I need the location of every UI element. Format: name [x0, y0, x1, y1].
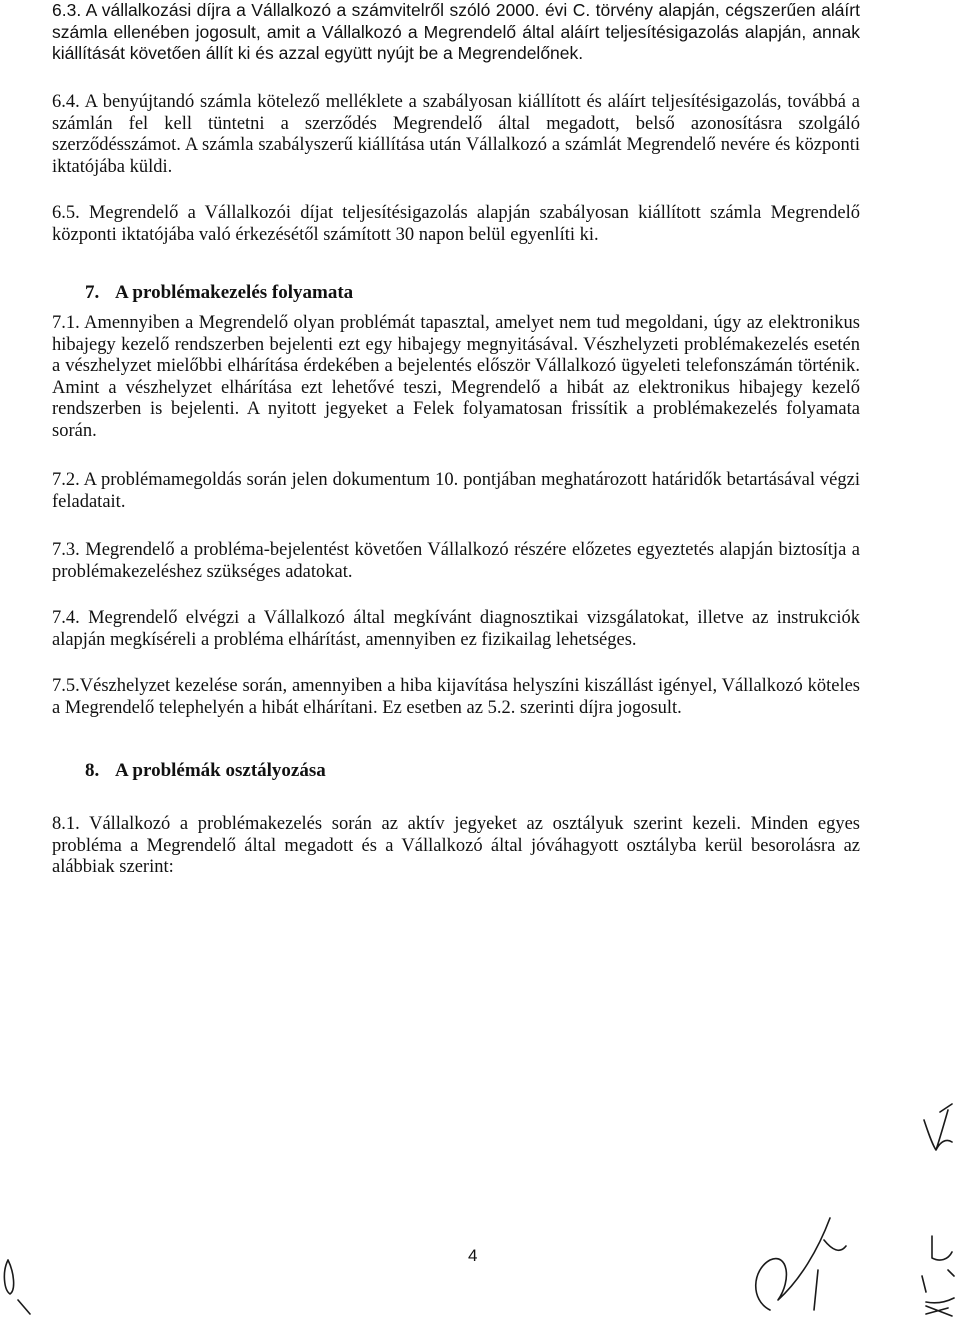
handwritten-initial-bottom-left [0, 1250, 40, 1320]
paragraph-7-2: 7.2. A problémamegoldás során jelen dokumentum 10. pontjában meghatározott határidők betartásával végzi feladatait. [52, 470, 860, 512]
page-number: 4 [468, 1246, 478, 1265]
section-7-heading [85, 282, 353, 304]
handwritten-signature-bottom-center [740, 1210, 850, 1320]
section-7-title: A problémakezelés folyamata [115, 282, 354, 303]
section-8-heading [85, 760, 326, 782]
section-8-number: 8. [85, 760, 100, 781]
paragraph-6-3: 6.3. A vállalkozási díjra a Vállalkozó a számvitelről szóló 2000. évi C. törvény alapján, cégszerűen aláírt számla ellenében jogosult, amit a Vállalkozó a Megrendelő által aláírt teljesítésigazolás alapján, annak kiállítását követően állít ki és azzal együtt nyújt be a Megrendelőnek. [52, 0, 860, 63]
paragraph-8-1: 8.1. Vállalkozó a problémakezelés során az aktív jegyeket az osztályuk szerint kezeli. Minden egyes probléma a Megrendelő által megadott és a Vállalkozó által jóváhagyott osztályba kerül besorolásra az alábbiak szerint: [52, 814, 860, 877]
section-8-title: A problémák osztályozása [115, 760, 326, 781]
handwritten-initial-right-middle [918, 1098, 958, 1158]
paragraph-7-1: 7.1. Amennyiben a Megrendelő olyan problémát tapasztal, amelyet nem tud megoldani, úgy az elektronikus hibajegy kezelő rendszerben bejelenti ezt egy hibajegy megnyitásával. Vészhelyzeti problémakezelés esetén a vészhelyzet mielőbbi elhárítása érdekében a bejelentés először Vállalkozó ügyeleti telefonszámán történik. Amint a vészhelyzet elhárítása ezt lehetővé teszi, Megrendelő a hibát az elektronikus hibajegy kezelő rendszerben is bejelenti. A nyitott jegyeket a Felek folyamatosan frissítik a problémakezelés folyamata során. [52, 313, 860, 441]
paragraph-7-4: 7.4. Megrendelő elvégzi a Vállalkozó által megkívánt diagnosztikai vizsgálatokat, illetve az instrukciók alapján megkíséreli a probléma elhárítást, amennyiben ez fizikailag lehetséges. [52, 608, 860, 650]
paragraph-6-5: 6.5. Megrendelő a Vállalkozói díjat teljesítésigazolás alapján szabályosan kiállított számla Megrendelő központi iktatójába való érkezésétől számított 30 napon belül egyenlíti ki. [52, 203, 860, 245]
paragraph-7-3: 7.3. Megrendelő a probléma-bejelentést követően Vállalkozó részére előzetes egyeztetés alapján biztosítja a problémakezeléshez szükséges adatokat. [52, 540, 860, 582]
section-7-number: 7. [85, 282, 100, 303]
paragraph-6-4: 6.4. A benyújtandó számla kötelező melléklete a szabályosan kiállított és aláírt teljesítésigazolás, továbbá a számlán fel kell tüntetni a szerződés Megrendelő által megadott, belső azonosításra szolgáló szerződésszámot. A számla szabályszerű kiállítása után Vállalkozó a számlát Megrendelő nevére és központi iktatójába küldi. [52, 92, 860, 177]
handwritten-initial-bottom-right [918, 1232, 958, 1320]
paragraph-7-5: 7.5.Vészhelyzet kezelése során, amennyiben a hiba kijavítása helyszíni kiszállást igényel, Vállalkozó köteles a Megrendelő telephelyén a hibát elhárítani. Ez esetben az 5.2. szerinti díjra jogosult. [52, 676, 860, 718]
